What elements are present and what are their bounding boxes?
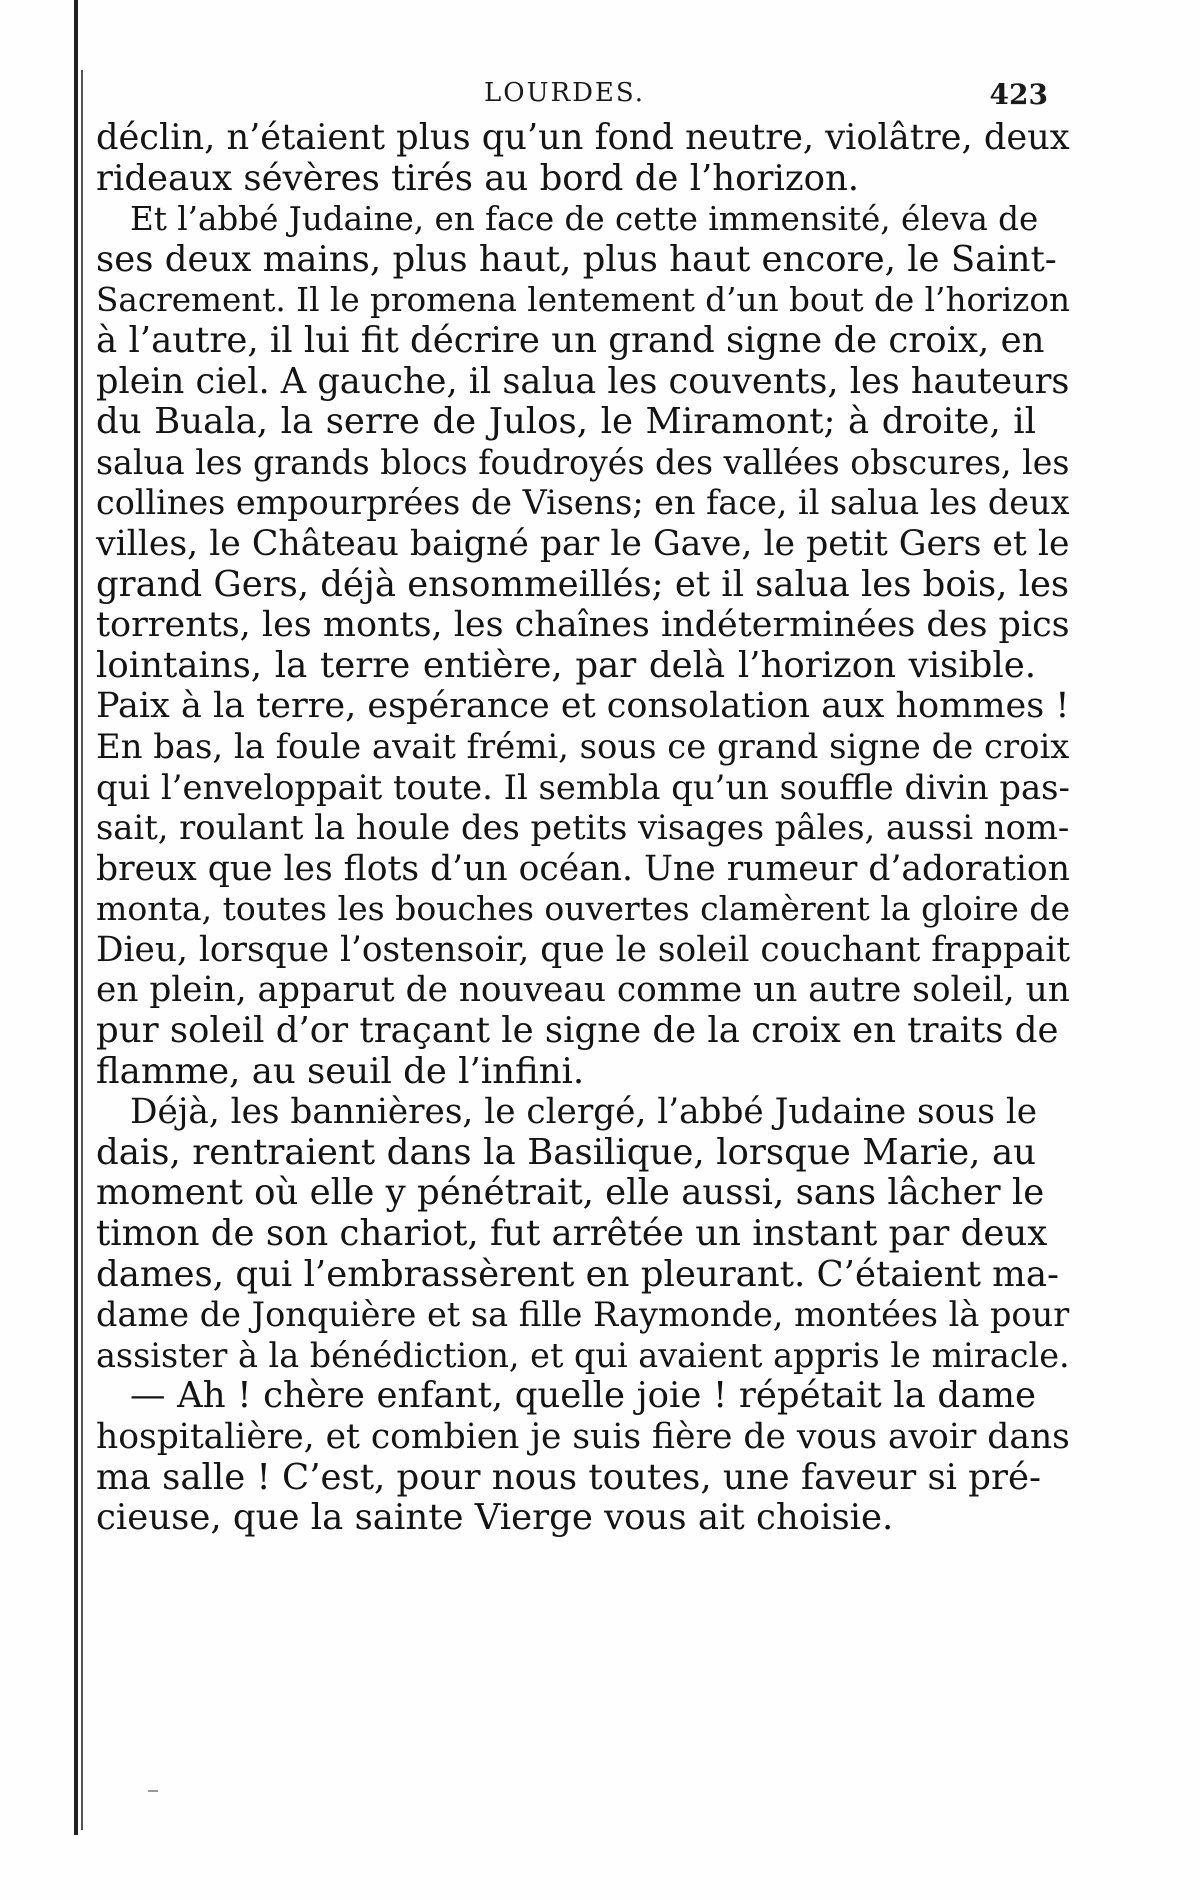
text-line: salua les grands blocs foudroyés des vallées obscures, les xyxy=(96,442,1070,482)
text-line: Et l’abbé Judaine, en face de cette immensité, éleva de xyxy=(130,200,1039,239)
text-line: du Buala, la serre de Julos, le Miramont; à droite, il xyxy=(96,401,1036,443)
page-header xyxy=(96,78,1048,118)
text-line: flamme, au seuil de l’infini. xyxy=(96,1050,585,1092)
text-line: villes, le Château baigné par le Gave, le petit Gers et le xyxy=(96,523,1070,564)
text-line: Dieu, lorsque l’ostensoir, que le soleil couchant frappait xyxy=(96,929,1071,970)
text-line: ses deux mains, plus haut, plus haut encore, le Saint- xyxy=(96,238,1057,280)
text-line: assister à la bénédiction, et qui avaient appris le miracle. xyxy=(96,1335,1070,1375)
text-line: en plein, apparut de nouveau comme un autre soleil, un xyxy=(96,970,1070,1011)
text-line: rideaux sévères tirés au bord de l’horizon. xyxy=(96,157,860,199)
text-line: breux que les flots d’un océan. Une rumeur d’adoration xyxy=(96,848,1070,889)
text-line: qui l’enveloppait toute. Il sembla qu’un souffle divin pas- xyxy=(96,767,1070,807)
text-line: timon de son chariot, fut arrêtée un instant par deux xyxy=(96,1213,1048,1255)
text-line: pur soleil d’or traçant le signe de la croix en traits de xyxy=(96,1010,1059,1052)
text-line: déclin, n’étaient plus qu’un fond neutre, violâtre, deux xyxy=(96,117,1070,158)
binding-shadow-inner xyxy=(81,70,83,1830)
text-line: En bas, la foule avait frémi, sous ce grand signe de croix xyxy=(96,726,1070,766)
text-line: grand Gers, déjà ensommeillés; et il salua les bois, les xyxy=(96,563,1070,605)
text-line: Paix à la terre, espérance et consolation aux hommes ! xyxy=(96,685,1070,727)
text-line: collines empourprées de Visens; en face, il salua les deux xyxy=(96,483,1070,523)
text-line: ma salle ! C’est, pour nous toutes, une faveur si pré- xyxy=(96,1456,1041,1498)
text-line: cieuse, que la sainte Vierge vous ait choisie. xyxy=(96,1497,894,1539)
text-line: dames, qui l’embrassèrent en pleurant. C’étaient ma- xyxy=(96,1253,1060,1295)
text-line: monta, toutes les bouches ouvertes clamèrent la gloire de xyxy=(96,889,1071,929)
text-line: hospitalière, et combien je suis fière de vous avoir dans xyxy=(96,1417,1070,1457)
body-text xyxy=(96,117,1071,1539)
running-title: LOURDES. xyxy=(484,78,646,108)
text-line: Sacrement. Il le promena lentement d’un bout de l’horizon xyxy=(96,281,1071,320)
text-line: dame de Jonquière et sa fille Raymonde, montées là pour xyxy=(96,1295,1070,1335)
page-number: 423 xyxy=(989,78,1048,111)
ink-smudge xyxy=(148,1790,158,1792)
text-line: torrents, les monts, les chaînes indéterminées des pics xyxy=(96,605,1070,646)
binding-shadow xyxy=(74,0,78,1835)
text-line: — Ah ! chère enfant, quelle joie ! répétait la dame xyxy=(130,1375,1036,1417)
text-line: dais, rentraient dans la Basilique, lorsque Marie, au xyxy=(96,1131,1036,1173)
text-line: à l’autre, il lui fit décrire un grand signe de croix, en xyxy=(96,319,1045,361)
text-line: sait, roulant la houle des petits visages pâles, aussi nom- xyxy=(96,808,1070,848)
text-line: plein ciel. A gauche, il salua les couvents, les hauteurs xyxy=(96,360,1070,402)
text-line: Déjà, les bannières, le clergé, l’abbé Judaine sous le xyxy=(130,1092,1038,1133)
text-line: lointains, la terre entière, par delà l’horizon visible. xyxy=(96,644,1036,686)
text-line: moment où elle y pénétrait, elle aussi, sans lâcher le xyxy=(96,1172,1045,1214)
